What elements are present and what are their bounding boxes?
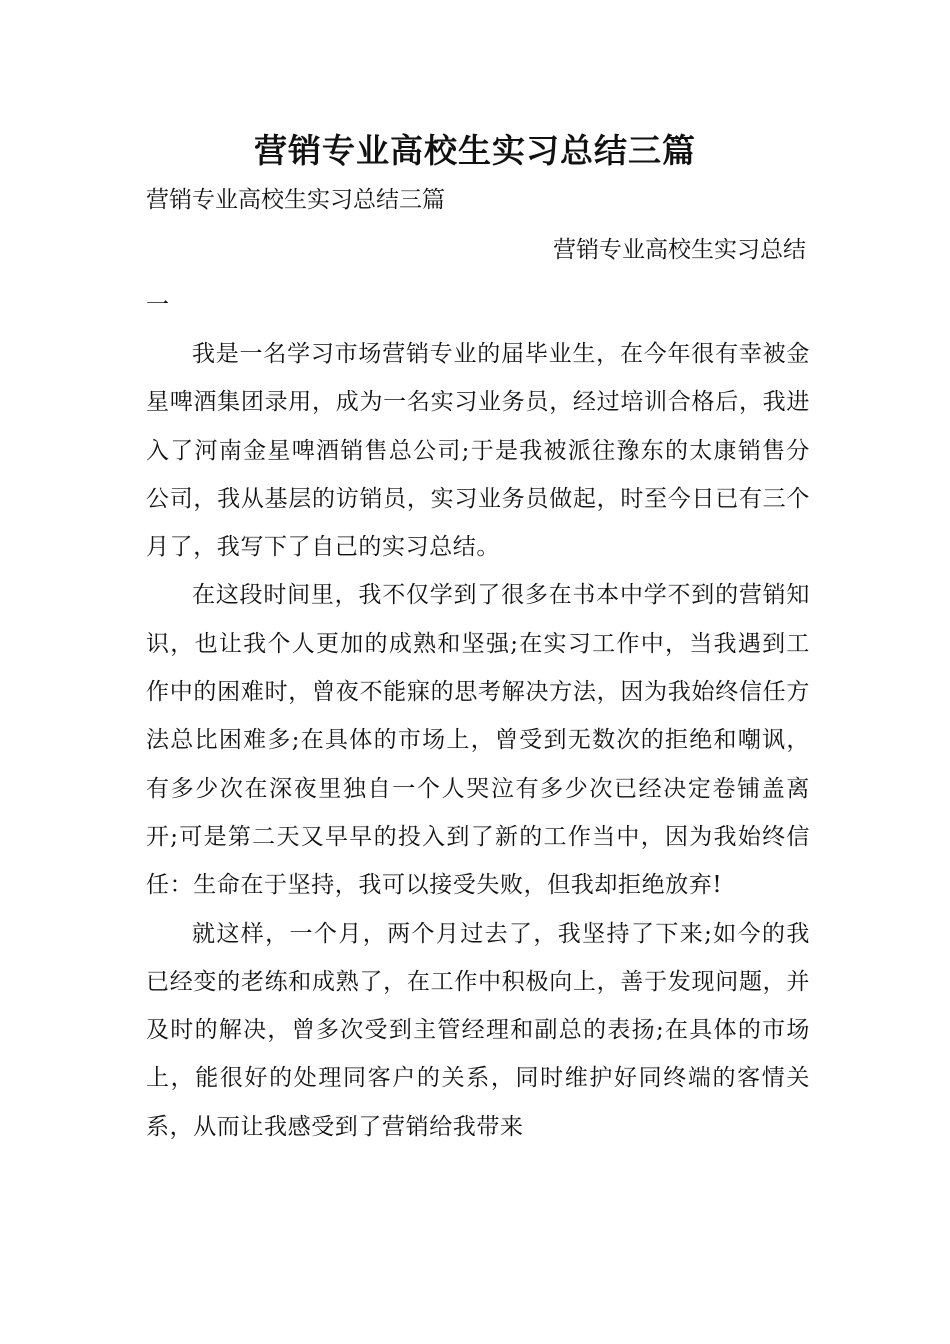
body-text: [146, 330, 810, 1151]
section-heading: [146, 230, 806, 325]
document-subtitle: 营销专业高校生实习总结三篇: [146, 187, 445, 213]
document-title: 营销专业高校生实习总结三篇: [254, 131, 696, 170]
section-number: 一: [146, 292, 169, 318]
paragraph: 就这样，一个月，两个月过去了，我坚持了下来;如今的我已经变的老练和成熟了，在工作中积极向上，善于发现问题，并及时的解决，曾多次受到主管经理和副总的表扬;在具体的市场上，能很好的处理同客户的关系，同时维护好同终端的客情关系，从而让我感受到了营销给我带来: [146, 920, 810, 1140]
paragraph: 在这段时间里，我不仅学到了很多在书本中学不到的营销知识，也让我个人更加的成熟和坚强;在实习工作中，当我遇到工作中的困难时，曾夜不能寐的思考解决方法，因为我始终信任方法总比困难多;在具体的市场上，曾受到无数次的拒绝和嘲讽，有多少次在深夜里独自一个人哭泣有多少次已经决定卷铺盖离开;可是第二天又早早的投入到了新的工作当中，因为我始终信任：生命在于坚持，我可以接受失败，但我却拒绝放弃!: [146, 582, 810, 899]
paragraph: 我是一名学习市场营销专业的届毕业生，在今年很有幸被金星啤酒集团录用，成为一名实习业务员，经过培训合格后，我进入了河南金星啤酒销售总公司;于是我被派往豫东的太康销售分公司，我从基层的访销员，实习业务员做起，时至今日已有三个月了，我写下了自己的实习总结。: [146, 341, 810, 561]
section-heading-text: 营销专业高校生实习总结: [553, 237, 806, 263]
